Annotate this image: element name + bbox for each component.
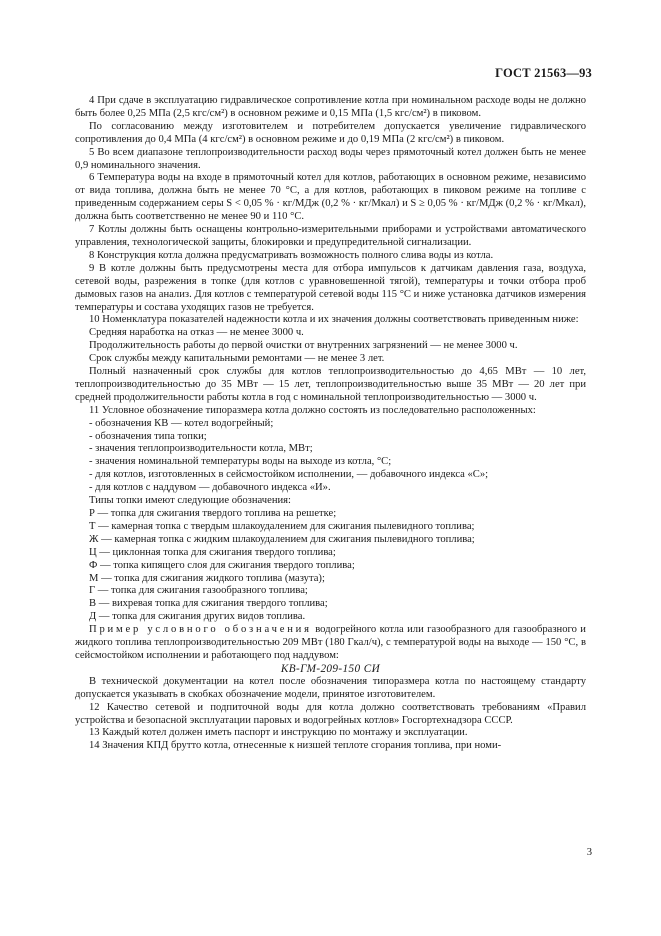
- designation-item: - обозначения типа топки;: [89, 430, 207, 442]
- designation-item: - значения теплопроизводительности котла, МВт;: [89, 443, 313, 455]
- clause-10: 10 Номенклатура показателей надежности котла и их значения должны соответствовать приведенным ниже:: [89, 314, 579, 326]
- designation-item: - значения номинальной температуры воды на выходе из котла, °С;: [89, 456, 392, 468]
- designation-example: [75, 624, 586, 663]
- clause-5: 5 Во всем диапазоне теплопроизводительности расход воды через прямоточный котел должен быть не менее 0,9 номинального значения.: [75, 146, 586, 171]
- reliability-item: Полный назначенный срок службы для котлов теплопроизводительностью до 4,65 МВт — 10 лет, теплопроизводительностью до 35 МВт — 15 лет, теплопроизводительностью выше 35 МВт — 20 лет при средней продолжительности работы котла в год с номинальной теплопроизводительностью — 3000 ч.: [75, 366, 586, 403]
- designation-item: - для котлов, изготовленных в сейсмостойком исполнении, — добавочного индекса «С»;: [89, 469, 489, 481]
- furnace-type-item: Ф — топка кипящего слоя для сжигания твердого топлива;: [89, 559, 355, 571]
- example-text: водогрейного котла или газообразного для газообразного и жидкого топлива теплопроизводительностью 209 МВт (180 Гкал/ч), с температурой воды на выходе — 150 °С, в сейсмостойком исполнении и работающего под наддувом:: [75, 624, 586, 661]
- designation-item: - обозначения КВ — котел водогрейный;: [89, 417, 274, 429]
- furnace-type-item: В — вихревая топка для сжигания твердого топлива;: [89, 598, 328, 610]
- furnace-type-item: Ц — циклонная топка для сжигания твердого топлива;: [89, 546, 336, 558]
- clause-14: 14 Значения КПД брутто котла, отнесенные к низшей теплоте сгорания топлива, при номи-: [89, 740, 502, 752]
- example-label: Пример условного обозначения: [89, 624, 312, 636]
- model-note: В технической документации на котел после обозначения типоразмера котла по настоящему стандарту допускается указывать в скобках обозначение модели, принятое изготовителем.: [75, 675, 586, 700]
- furnace-type-item: Р — топка для сжигания твердого топлива на решетке;: [89, 508, 337, 519]
- furnace-type-item: М — топка для сжигания жидкого топлива (мазута);: [89, 572, 325, 584]
- designation-item: - для котлов с наддувом — добавочного индекса «И».: [89, 482, 331, 494]
- furnace-type-item: Ж — камерная топка с жидким шлакоудалением для сжигания пылевидного топлива;: [89, 533, 475, 545]
- clause-12: 12 Качество сетевой и подпиточной воды для котла должно соответствовать требованиям «Правил устройства и безопасной эксплуатации паровых и водогрейных котлов» Госгортехнадзора СССР.: [75, 701, 586, 726]
- reliability-item: Срок службы между капитальными ремонтами — не менее 3 лет.: [89, 353, 385, 365]
- clause-13: 13 Каждый котел должен иметь паспорт и инструкцию по монтажу и эксплуатации.: [89, 727, 468, 739]
- clause-4-note: По согласованию между изготовителем и потребителем допускается увеличение гидравлического сопротивления до 0,4 МПа (4 кгс/см²) в основном режиме и до 0,19 МПа (2 кгс/см²) в пиковом.: [75, 120, 586, 145]
- furnace-type-item: Д — топка для сжигания других видов топлива.: [89, 611, 306, 623]
- clause-7: 7 Котлы должны быть оснащены контрольно-измерительными приборами и устройствами автоматического управления, технологической защиты, блокировки и предупредительной сигнализации.: [75, 224, 586, 248]
- reliability-item: Средняя наработка на отказ — не менее 3000 ч.: [89, 327, 304, 339]
- document-id: ГОСТ 21563—93: [495, 66, 592, 80]
- clause-11: 11 Условное обозначение типоразмера котла должно состоять из последовательно расположенных:: [89, 404, 536, 416]
- clause-6: 6 Температура воды на входе в прямоточный котел для котлов, работающих в основном режиме, независимо от вида топлива, должна быть не менее 70 °С, а для котлов, работающих в пиковом режиме на топливе с приведенным содержанием серы S < 0,05 % · кг/МДж (0,2 % · кг/Мкал) и S ≥ 0,05 % · кг/МДж (0,2 % · кг/Мкал), должна быть соответственно не менее 90 и 110 °С.: [75, 172, 586, 223]
- furnace-type-item: Г — топка для сжигания газообразного топлива;: [89, 585, 308, 597]
- document-body: [75, 95, 586, 753]
- furnace-type-item: Т — камерная топка с твердым шлакоудалением для сжигания пылевидного топлива;: [89, 520, 475, 532]
- reliability-item: Продолжительность работы до первой очистки от внутренних загрязнений — не менее 3000 ч.: [89, 340, 518, 352]
- page-number: 3: [586, 847, 592, 858]
- furnace-types-intro: Типы топки имеют следующие обозначения:: [89, 495, 291, 507]
- clause-9: 9 В котле должны быть предусмотрены места для отбора импульсов к датчикам давления газа, воздуха, сетевой воды, разрежения в топке (для котлов с уравновешенной тягой), температуры и точки отбора проб дымовых газов на анализ. Для котлов с температурой сетевой воды 115 °С и ниже установка датчиков измерения температуры и состава уходящих газов не требуется.: [75, 262, 586, 313]
- designation-formula: КВ-ГМ-209-150 СИ: [280, 662, 381, 675]
- clause-8: 8 Конструкция котла должна предусматривать возможность полного слива воды из котла.: [89, 249, 494, 261]
- clause-4: 4 При сдаче в эксплуатацию гидравлическое сопротивление котла при номинальном расходе воды не должно быть более 0,25 МПа (2,5 кгс/см²) в основном режиме и 0,15 МПа (1,5 кгс/см²) в пиковом.: [75, 95, 586, 119]
